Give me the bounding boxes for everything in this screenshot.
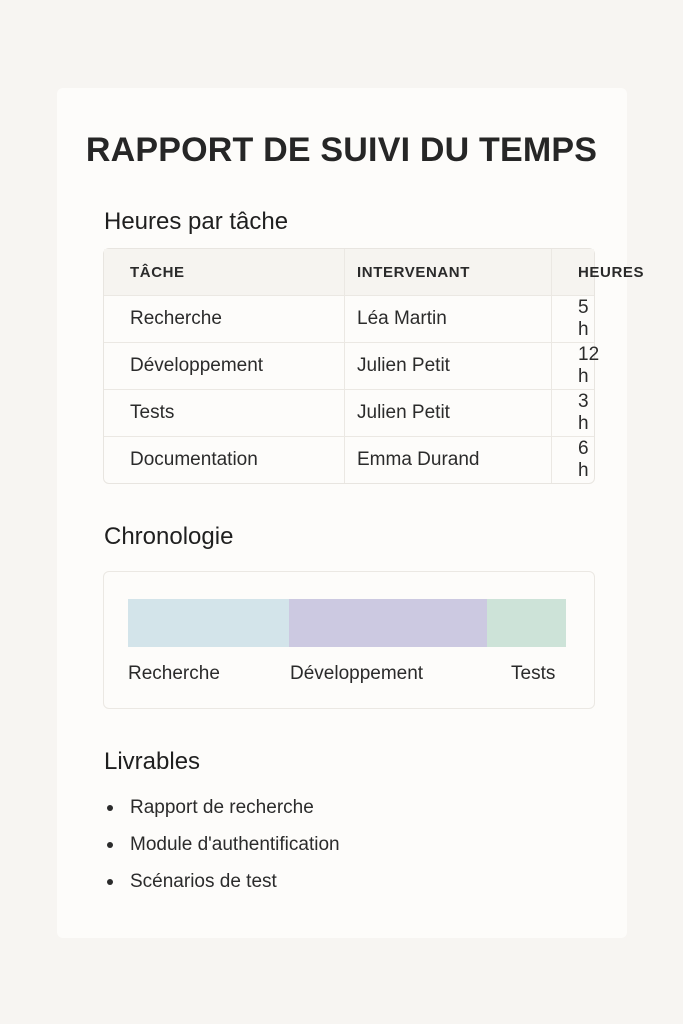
table-row	[104, 390, 594, 437]
deliverable-label: Module d'authentification	[130, 834, 340, 855]
column-header-task: TÂCHE	[104, 249, 345, 296]
hours-cell: 6 h	[578, 438, 589, 481]
list-item	[104, 833, 340, 870]
timeline-label-tests: Tests	[511, 663, 556, 684]
timeline-label-development: Développement	[290, 663, 424, 684]
hours-cell: 12 h	[552, 343, 595, 390]
timeline-segment-tests	[487, 599, 566, 647]
person-cell: Julien Petit	[345, 390, 552, 437]
table-row	[104, 343, 594, 390]
task-cell: Documentation	[104, 437, 345, 484]
page-title: RAPPORT DE SUIVI DU TEMPS	[85, 131, 598, 169]
task-cell: Tests	[104, 390, 345, 437]
hours-table	[103, 248, 645, 484]
timeline-bar	[128, 599, 566, 647]
deliverables-list	[104, 796, 340, 907]
timeline	[103, 571, 595, 709]
column-header-person: INTERVENANT	[345, 249, 552, 296]
hours-cell: 3 h	[552, 390, 595, 437]
timeline-segment-research	[128, 599, 289, 647]
person-cell: Léa Martin	[345, 296, 552, 343]
task-cell: Recherche	[104, 296, 345, 343]
bullet-icon	[107, 879, 113, 885]
hours-cell: 5 h	[552, 296, 595, 343]
list-item	[104, 796, 340, 833]
timeline-label-research: Recherche	[128, 663, 220, 684]
list-item	[104, 870, 340, 907]
person-cell: Emma Durand	[345, 437, 552, 484]
timeline-segment-development	[289, 599, 487, 647]
deliverable-label: Rapport de recherche	[130, 797, 314, 818]
timeline-section-heading: Chronologie	[104, 523, 234, 550]
table-header-row	[104, 249, 594, 296]
deliverables-section-heading: Livrables	[104, 748, 201, 775]
column-header-hours: HEURES	[552, 249, 595, 296]
task-cell: Développement	[104, 343, 345, 390]
person-cell: Julien Petit	[345, 343, 552, 390]
bullet-icon	[107, 805, 113, 811]
table-row	[104, 296, 594, 343]
table-row	[104, 437, 594, 484]
deliverable-label: Scénarios de test	[130, 871, 277, 892]
hours-section-heading: Heures par tâche	[104, 208, 289, 235]
bullet-icon	[107, 842, 113, 848]
